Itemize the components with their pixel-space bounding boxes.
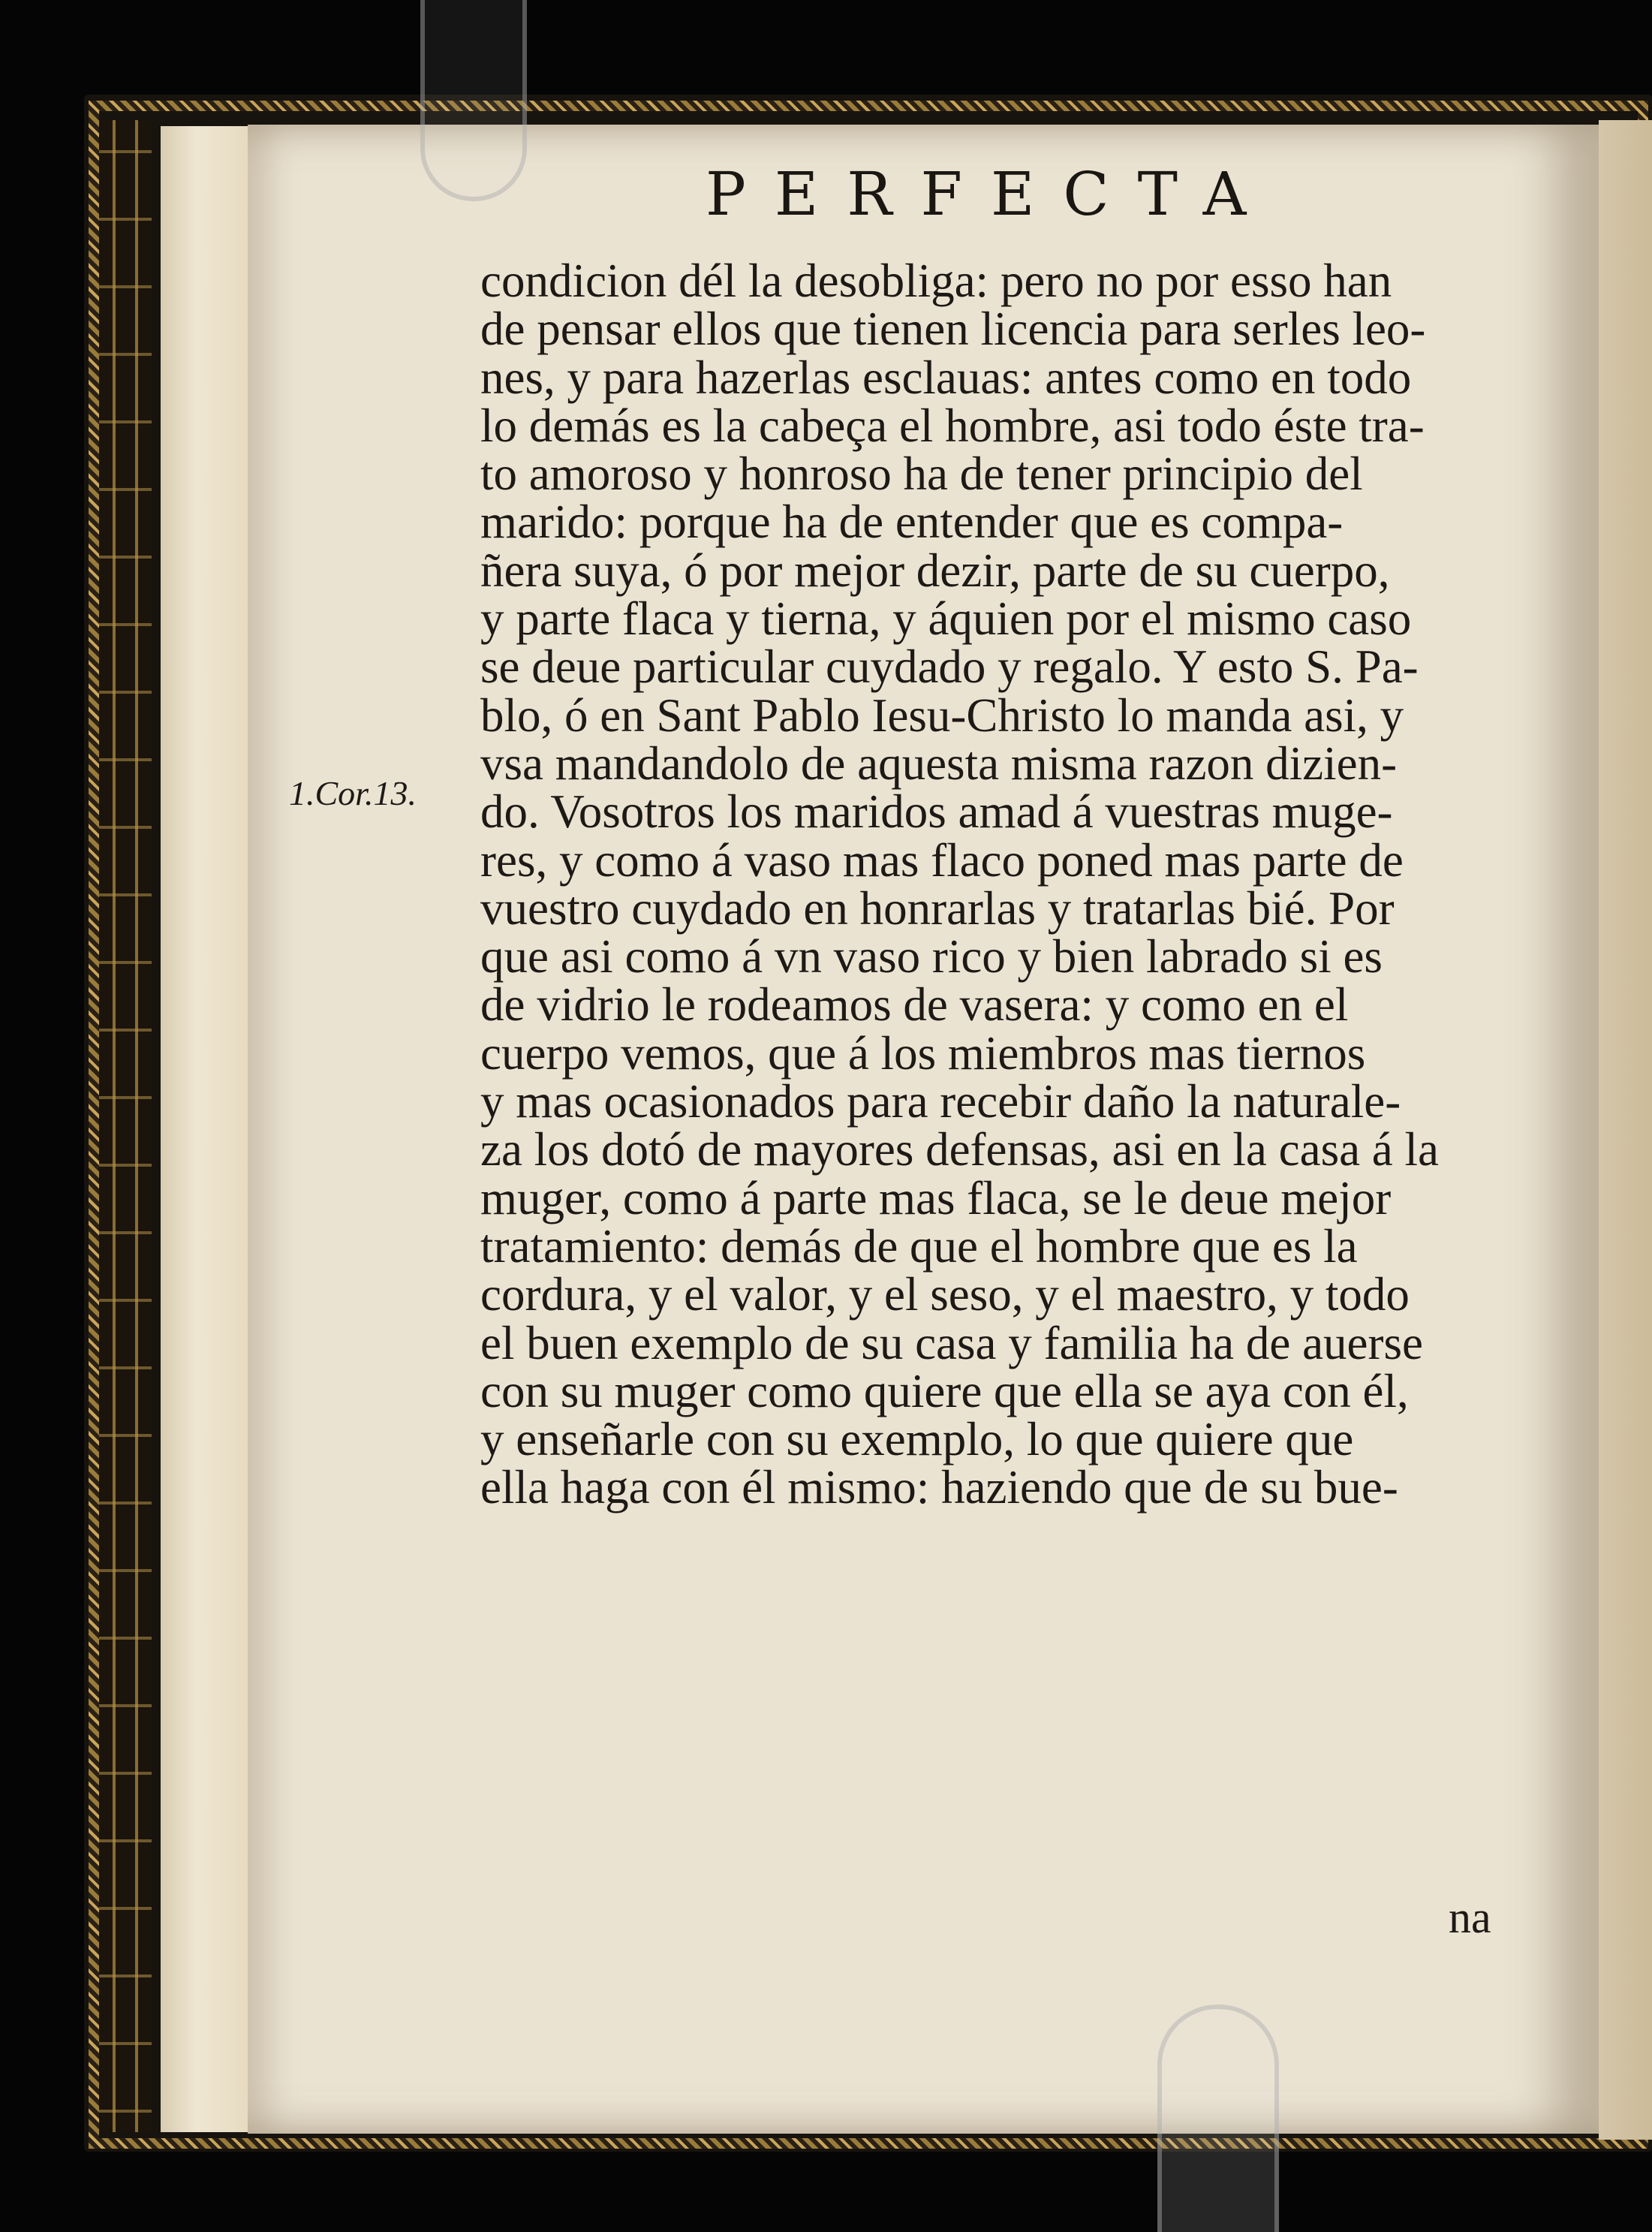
page-clip-bottom [1157, 2005, 1279, 2232]
text-line: se deue particular cuydado y regalo. Y esto S. Pa- [480, 640, 1419, 694]
text-line: lo demás es la cabeça el hombre, asi todo éste tra- [480, 399, 1425, 452]
text-line: de pensar ellos que tienen licencia para serles leo- [480, 303, 1426, 356]
text-line: to amoroso y honroso ha de tener principio del [480, 447, 1363, 501]
text-line: vuestro cuydado en honrarlas y tratarlas bié. Por [480, 881, 1395, 935]
text-line: cordura, y el valor, y el seso, y el maestro, y todo [480, 1268, 1410, 1321]
text-line: ñera suya, ó por mejor dezir, parte de su cuerpo, [480, 544, 1390, 597]
page-edges [161, 126, 251, 2132]
text-line: blo, ó en Sant Pablo Iesu-Christo lo manda asi, y [480, 688, 1404, 742]
text-line: de vidrio le rodeamos de vasera: y como en el [480, 978, 1349, 1032]
catchword: na [1449, 1893, 1491, 1942]
text-line: y enseñarle con su exemplo, lo que quiere que [480, 1413, 1354, 1466]
gilt-spine-decoration [99, 120, 152, 2132]
page-clip-top [420, 0, 527, 201]
text-line: marido: porque ha de entender que es compa- [480, 495, 1344, 549]
marginal-note: 1.Cor.13. [289, 774, 417, 812]
text-line: cuerpo vemos, que á los miembros mas tiernos [480, 1026, 1366, 1080]
text-line: tratamiento: demás de que el hombre que es la [480, 1219, 1358, 1273]
page-body-text [480, 257, 1546, 1512]
text-line: el buen exemplo de su casa y familia ha de auerse [480, 1316, 1423, 1369]
text-line: vsa mandandolo de aquesta misma razon dizien- [480, 736, 1398, 790]
text-line: ella haga con él mismo: haziendo que de su bue- [480, 1461, 1398, 1514]
text-line: y mas ocasionados para recebir daño la naturale- [480, 1075, 1401, 1128]
text-line: za los dotó de mayores defensas, asi en la casa á la [480, 1123, 1439, 1176]
text-line: condicion dél la desobliga: pero no por esso han [480, 255, 1392, 307]
text-line: que asi como á vn vaso rico y bien labrado si es [480, 930, 1383, 983]
text-line: nes, y para hazerlas esclauas: antes como en todo [480, 351, 1412, 404]
text-line: res, y como á vaso mas flaco poned mas parte de [480, 833, 1404, 887]
text-line: do. Vosotros los maridos amad á vuestras muge- [480, 785, 1393, 839]
text-line: y parte flaca y tierna, y áquien por el mismo caso [480, 592, 1412, 646]
text-line: con su muger como quiere que ella se aya con él, [480, 1364, 1409, 1417]
running-head: PERFECTA [706, 159, 1275, 229]
text-line: muger, como á parte mas flaca, se le deue mejor [480, 1171, 1392, 1224]
facing-page-edge [1599, 120, 1652, 2140]
